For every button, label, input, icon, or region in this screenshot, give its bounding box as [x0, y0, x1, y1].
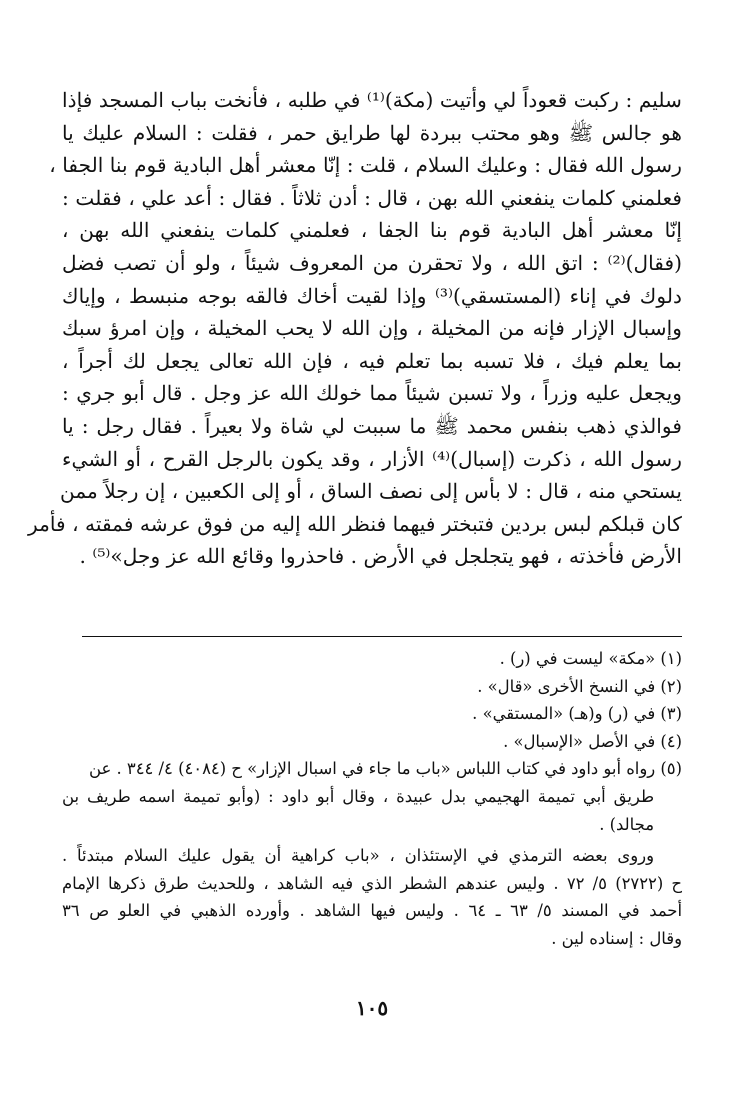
main-text-line: فوالذي ذهب بنفس محمد ﷺ ما سببت لي شاة ولا بعيراً . فقال رجل : يا — [62, 413, 682, 438]
footnote-5-paragraph-line: أحمد في المسند ٥/ ٦٣ ـ ٦٤ . وليس فيها الشاهد . وأورده الذهبي في العلو ص ٣٦ — [62, 901, 682, 921]
main-text-line: الأرض فأخذته ، فهو يتجلجل في الأرض . فاحذروا وقائع الله عز وجل»⁽⁵⁾ . — [79, 544, 682, 569]
main-text-line: ويجعل عليه وزراً ، ولا تسبن شيئاً مما خولك الله عز وجل . قال أبو جري : — [62, 381, 682, 406]
footnote-divider — [82, 636, 682, 637]
main-text-line: بما يعلم فيك ، فلا تسبه بما تعلم فيه ، فإن الله تعالى يجعل لك أجراً ، — [62, 348, 682, 373]
footnote-5-line: (٥) رواه أبو داود في كتاب اللباس «باب ما جاء في اسبال الإزار» ح (٤٠٨٤) ٤/ ٣٤٤ . عن — [89, 759, 682, 779]
footnote-2: (٢) في النسخ الأخرى «قال» . — [477, 676, 682, 696]
footnote-5-paragraph-line: ح (٢٧٢٢) ٥/ ٧٢ . وليس عندهم الشطر الذي فيه الشاهد ، وللحديث طرق ذكرها الإمام — [62, 873, 682, 893]
footnote-5-paragraph-line: وروى بعضه الترمذي في الإستئذان ، «باب كراهية أن يقول عليك السلام مبتدئاً . — [62, 846, 654, 866]
footnote-5-paragraph-line: وقال : إسناده لين . — [551, 928, 682, 948]
footnote-5-line: طريق أبي تميمة الهجيمي بدل عبيدة ، وقال أبو داود : (وأبو تميمة اسمه طريف بن — [62, 786, 654, 806]
main-text-line: سليم : ركبت قعوداً لي وأتيت (مكة)⁽¹⁾ في طلبه ، فأنخت بباب المسجد فإذا — [62, 88, 682, 112]
footnote-1: (١) «مكة» ليست في (ر) . — [499, 649, 682, 668]
main-text-line: هو جالس ﷺ وهو محتب ببردة لها طرايق حمر ، فقلت : السلام عليك يا — [62, 120, 682, 145]
footnote-5-line: مجالد) . — [599, 814, 654, 834]
main-text-line: رسول الله ، ذكرت (إسبال)⁽⁴⁾ الأزار ، وقد يكون بالرجل القرح ، أو الشيء — [62, 446, 682, 471]
main-text-line: إنّا معشر أهل البادية قوم بنا الجفا ، فعلمني كلمات ينفعني الله بهن ، — [62, 218, 682, 243]
main-text-line: (فقال)⁽²⁾ : اتق الله ، ولا تحقرن من المعروف شيئاً ، ولو أن تصب فضل — [62, 250, 682, 275]
main-text-line: فعلمني كلمات ينفعني الله بهن ، قال : أدن ثلاثاً . فقال : أعد علي ، فقلت : — [62, 185, 682, 210]
book-page — [27, 0, 682, 1109]
main-text-line: وإسبال الإزار فإنه من المخيلة ، وإن الله لا يحب المخيلة ، وإن امرؤ سبك — [62, 316, 682, 341]
main-text-body — [27, 84, 682, 573]
main-text-line: كان قبلكم لبس بردين فتبختر فيهما فنظر الله إليه من فوق عرشه فمقته ، فأمر — [27, 511, 682, 536]
footnote-4: (٤) في الأصل «الإسبال» . — [503, 731, 682, 751]
main-text-line: رسول الله فقال : وعليك السلام ، قلت : إنّا معشر أهل البادية قوم بنا الجفا ، — [49, 153, 682, 178]
footnote-3: (٣) في (ر) و(هـ) «المستقي» . — [472, 704, 682, 724]
footnotes-section — [62, 645, 682, 953]
page-number: ١٠٥ — [355, 996, 389, 1020]
main-text-line: يستحي منه ، قال : لا بأس إلى نصف الساق ، أو إلى الكعبين ، إن رجلاً ممن — [59, 479, 682, 504]
main-text-line: دلوك في إناء (المستسقي)⁽³⁾ وإذا لقيت أخاك فالقه بوجه منبسط ، وإياك — [62, 283, 682, 308]
